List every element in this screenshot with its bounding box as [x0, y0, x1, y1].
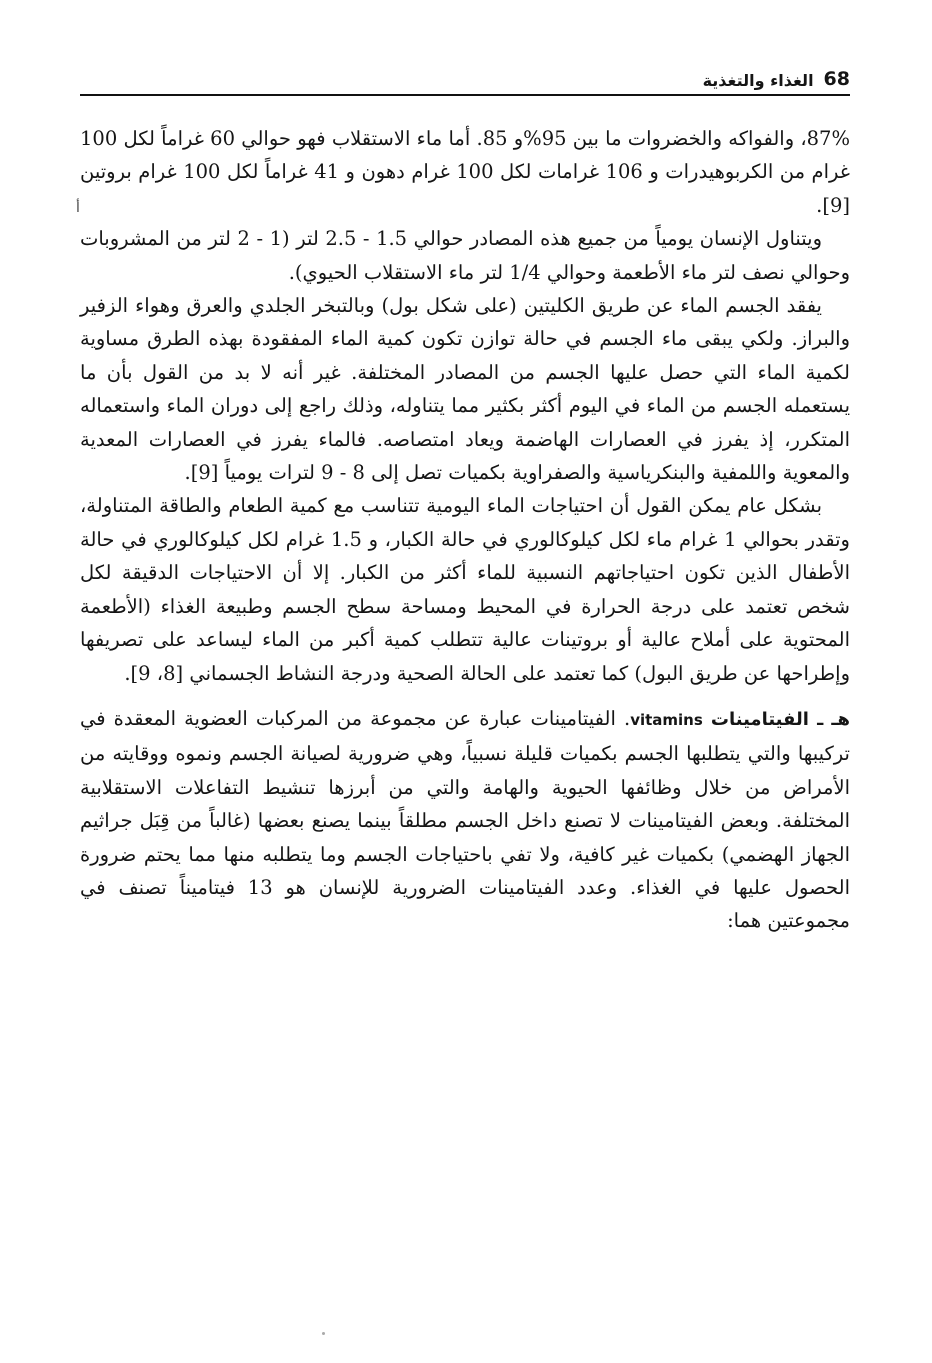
latin-term: vitamins [630, 710, 703, 729]
section-heading: هـ ـ الفيتامينات [710, 708, 851, 730]
paragraph-water-sources: 87%، والفواكه والخضروات ما بين 95%و 85. أما ماء الاستقلاب فهو حوالي 60 غراماً لكل 100 غرام من الكربوهيدرات و 106 غرامات لكل 100 غرام دهون و 41 غراماً لكل 100 غرام بروتين [9]. [80, 127, 850, 217]
running-title: الغذاء والتغذية [702, 71, 814, 90]
paragraph-daily-intake: ويتناول الإنسان يومياً من جميع هذه المصادر حوالي 1.5 - 2.5 لتر (1 - 2 لتر من المشروبات وحوالي نصف لتر ماء الأطعمة وحوالي 1/4 لتر ماء الاستقلاب الحيوي). [80, 227, 850, 284]
section-text: . الفيتامينات عبارة عن مجموعة من المركبات العضوية المعقدة في تركيبها والتي يتطلبها الجسم بكميات قليلة نسبياً، وهي ضرورية لصيانة الجسم ونموه ووقايته من الأمراض من خلال وظائفها الحيوية والهامة والتي من أبرزها تنشيط التفاعلات الاستقلابية المختلفة. وبعض الفيتامينات لا تصنع داخل الجسم مطلقاً بينما يصنع بعضها (غالباً من قِبَل جراثيم الجهاز الهضمي) بكميات غير كافية، ولا تفي باحتياجات الجسم وما يتطلبه منها مما يحتم ضرورة الحصول عليها في الغذاء. وعدد الفيتامينات الضرورية للإنسان هو 13 فيتاميناً تصنف في مجموعتين هما: [80, 706, 850, 933]
page-header [80, 62, 850, 96]
paragraph-water-requirements: بشكل عام يمكن القول أن احتياجات الماء اليومية تتناسب مع كمية الطعام والطاقة المتناولة، وتقدر بحوالي 1 غرام ماء لكل كيلوكالوري في حالة الكبار، و 1.5 غرام لكل كيلوكالوري في حالة الأطفال الذين تكون احتياجاتهم النسبية للماء أكثر من الكبار. إلا أن الاحتياجات الدقيقة لكل شخص تعتمد على درجة الحرارة في المحيط ومساحة سطح الجسم وطبيعة الغذاء (الأطعمة المحتوية على أملاح عالية أو بروتينات عالية تتطلب كمية أكبر من الماء ليساعد على تصريفها وإطراحها عن طريق البول) كما تعتمد على الحالة الصحية ودرجة النشاط الجسماني [8، 9]. [80, 494, 850, 685]
scan-speck [322, 1332, 325, 1335]
page-number: 68 [823, 68, 850, 90]
body-text [80, 122, 850, 938]
margin-mark: أ [76, 200, 80, 216]
paragraph-vitamins [80, 702, 850, 938]
paragraph-water-loss: يفقد الجسم الماء عن طريق الكليتين (على شكل بول) وبالتبخر الجلدي والعرق وهواء الزفير والبراز. ولكي يبقى ماء الجسم في حالة توازن تكون كمية الماء المفقودة بهذه الطرق مساوية لكمية الماء التي حصل عليها الجسم من المصادر المختلفة. غير أنه لا بد من القول بأن ما يستعمله الجسم من الماء في اليوم أكثر بكثير مما يتناوله، وذلك راجع إلى دوران الماء واستعماله المتكرر، إذ يفرز في العصارات الهاضمة ويعاد امتصاصه. فالماء يفرز في العصارات المعدية والمعوية واللمفية والبنكرياسية والصفراوية بكميات تصل إلى 8 - 9 لترات يومياً [9]. [80, 294, 850, 485]
